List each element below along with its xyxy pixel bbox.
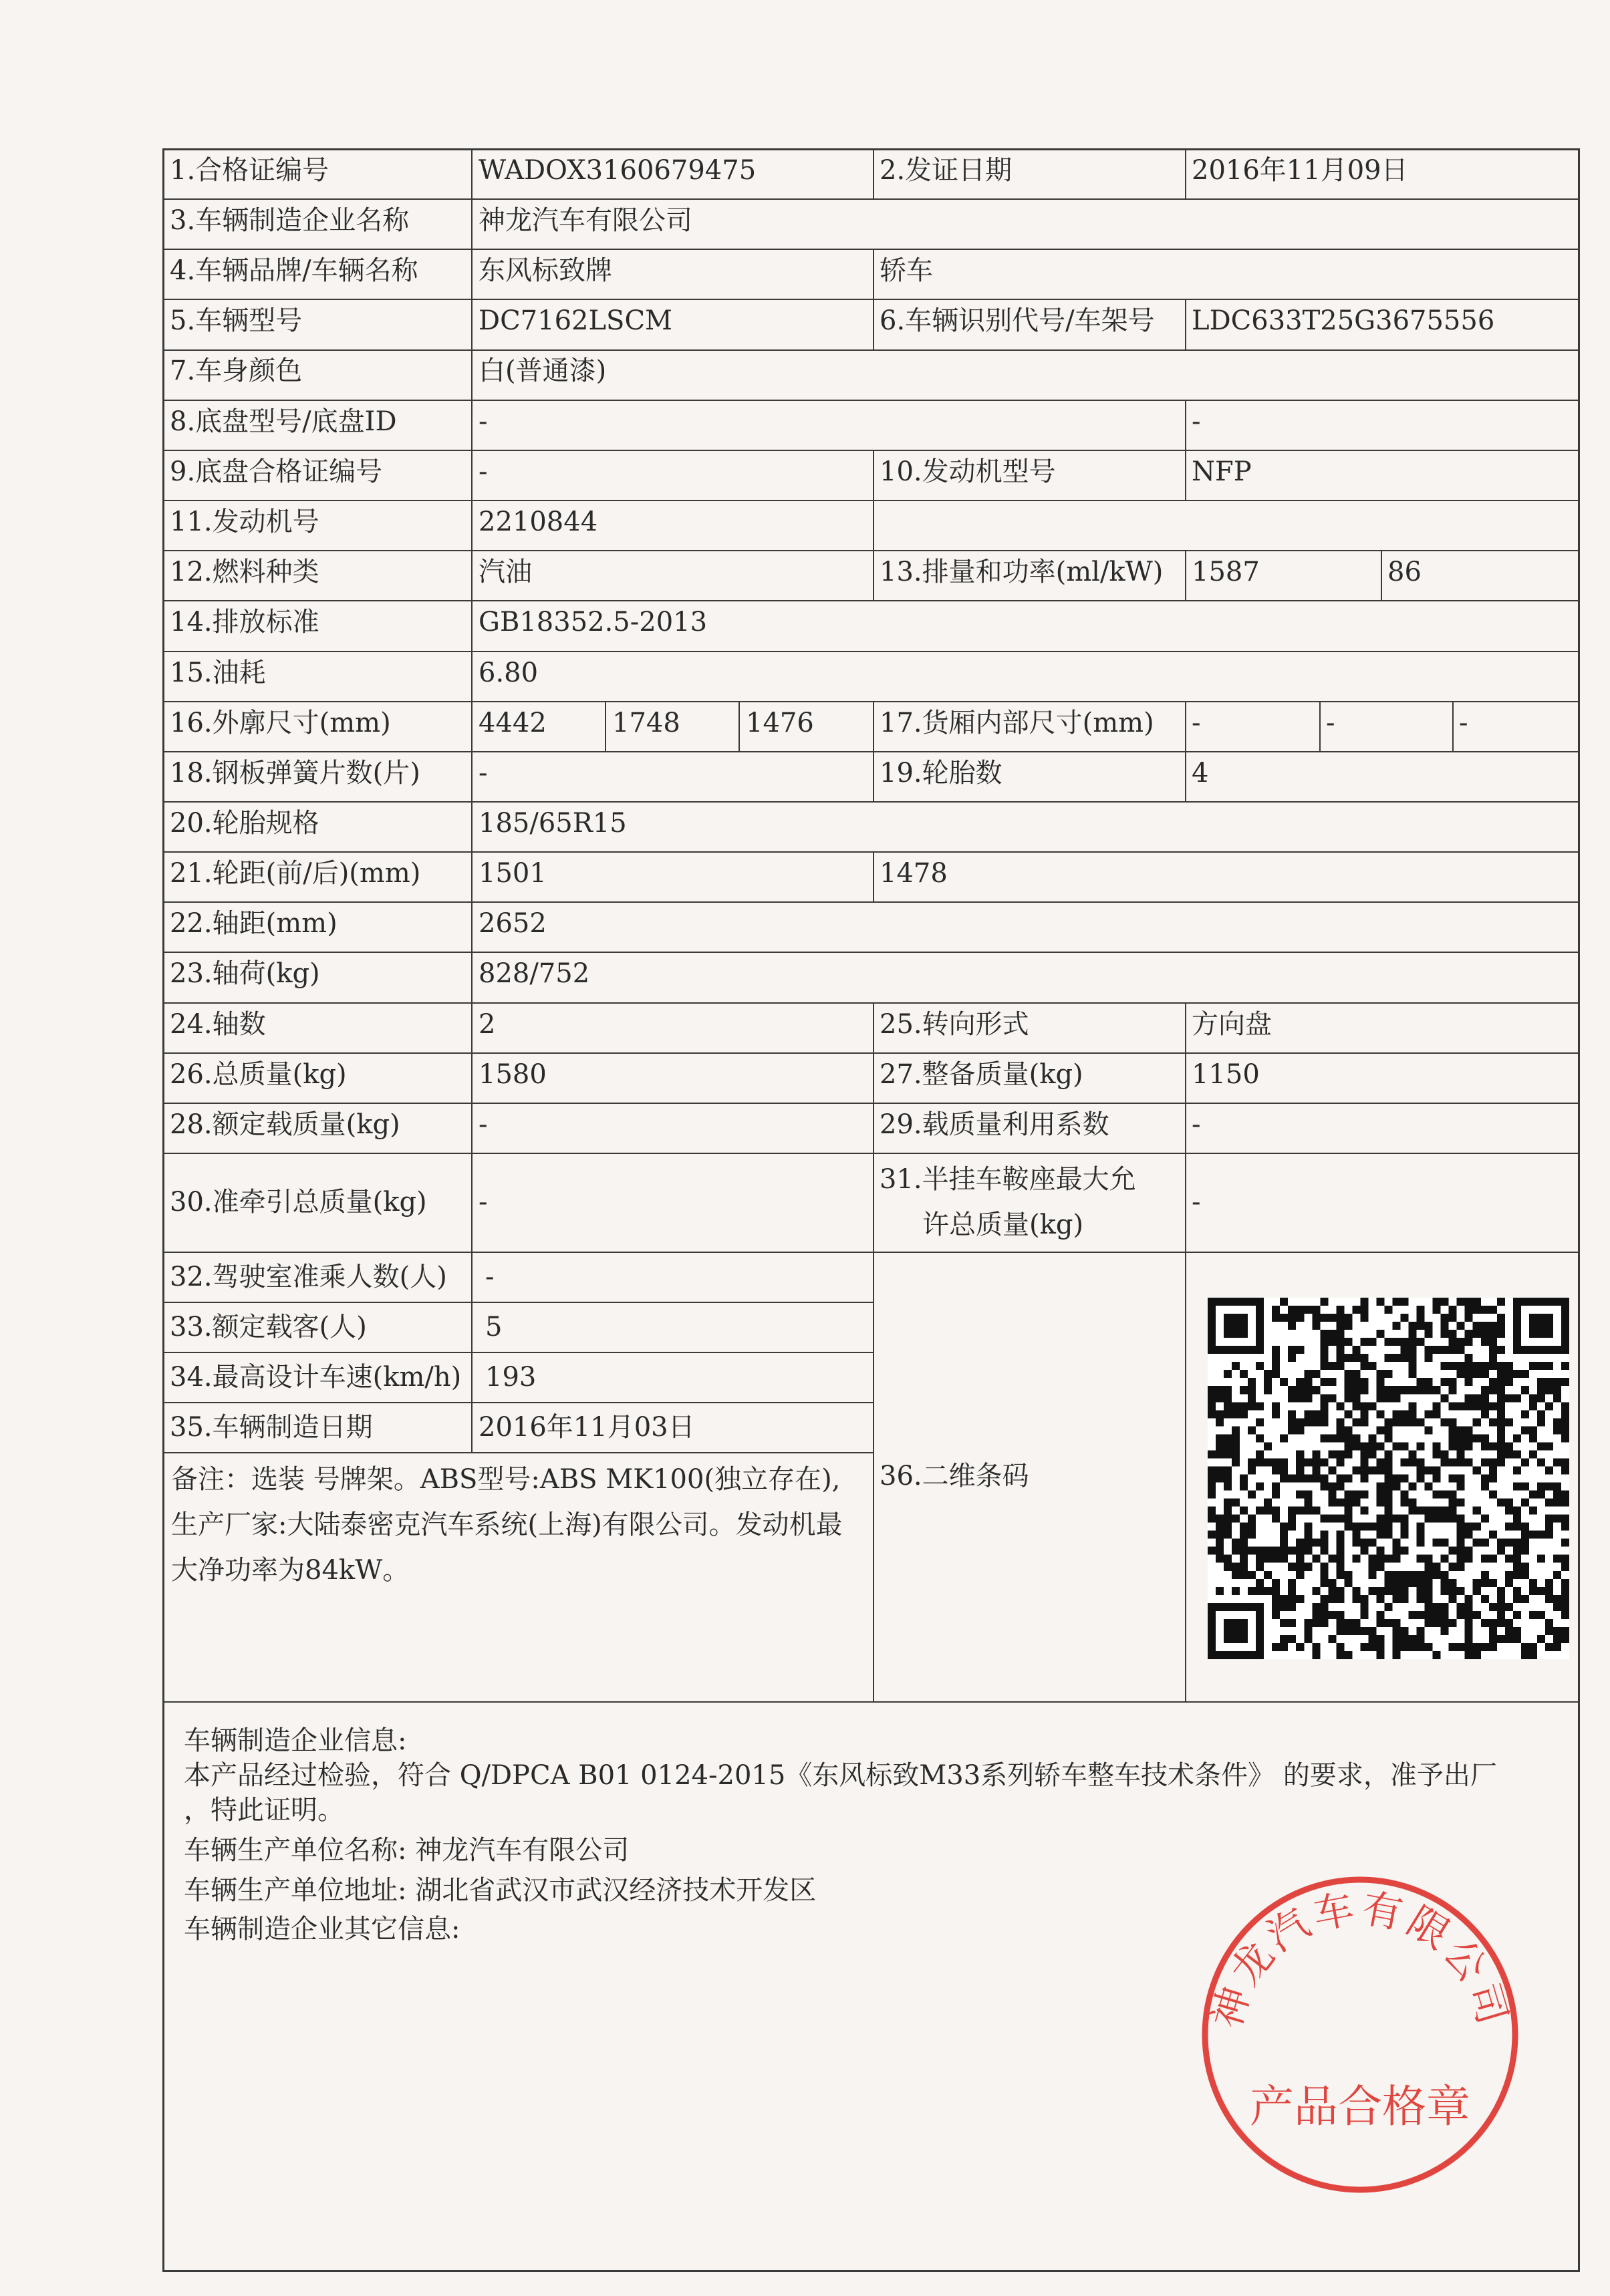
table-border-top <box>162 148 1580 150</box>
production-unit-name: 车辆生产单位名称: 神龙汽车有限公司 <box>184 1835 630 1866</box>
chassis-model: - <box>479 406 488 437</box>
row-line <box>162 651 1580 652</box>
height: 1476 <box>746 708 814 738</box>
row-line <box>162 400 1580 401</box>
field-25-label: 25.转向形式 <box>880 1009 1029 1040</box>
power: 86 <box>1387 557 1422 587</box>
row-line <box>162 701 1580 702</box>
curb-mass: 1150 <box>1192 1059 1260 1090</box>
vehicle-brand: 东风标致牌 <box>479 255 612 286</box>
manufacturer-info-heading: 车辆制造企业信息: <box>184 1725 407 1756</box>
table-border-left <box>162 148 164 2272</box>
steering-type: 方向盘 <box>1192 1009 1272 1040</box>
row-line <box>162 550 1580 551</box>
row-line <box>162 901 1580 903</box>
col-line-mid <box>873 701 874 802</box>
cargo-dim-a: - <box>1192 708 1201 738</box>
field-6-label: 6.车辆识别代号/车架号 <box>880 305 1155 336</box>
field-30-label: 30.准牵引总质量(kg) <box>170 1187 427 1217</box>
table-border-right <box>1578 148 1580 2272</box>
field-13-label: 13.排量和功率(ml/kW) <box>880 557 1164 587</box>
field-5-label: 5.车辆型号 <box>170 305 303 336</box>
field-16-label: 16.外廓尺寸(mm) <box>170 708 391 738</box>
row-line <box>162 1052 1580 1054</box>
field-18-label: 18.钢板弹簧片数(片) <box>170 758 420 788</box>
row-line <box>162 952 1580 953</box>
field-4-label: 4.车辆品牌/车辆名称 <box>170 255 418 286</box>
field-22-label: 22.轴距(mm) <box>170 908 338 939</box>
vin: LDC633T25G3675556 <box>1192 305 1495 336</box>
field-21-label: 21.轮距(前/后)(mm) <box>170 858 421 889</box>
cargo-dim-c: - <box>1459 708 1468 738</box>
wheelbase: 2652 <box>479 908 547 939</box>
row-line <box>162 801 1580 803</box>
col-line-mid <box>873 450 874 601</box>
field-36-label: 36.二维条码 <box>880 1461 1029 1491</box>
row-line <box>162 851 1580 853</box>
field-2-label: 2.发证日期 <box>880 155 1013 186</box>
col-line-mid <box>873 1002 874 1701</box>
row-line <box>162 1402 874 1403</box>
field-24-label: 24.轴数 <box>170 1009 266 1040</box>
field-28-label: 28.额定载质量(kg) <box>170 1109 400 1140</box>
production-unit-address: 车辆生产单位地址: 湖北省武汉市武汉经济技术开发区 <box>184 1875 817 1906</box>
chassis-id: - <box>1192 406 1201 437</box>
field-12-label: 12.燃料种类 <box>170 557 319 587</box>
row-line <box>162 1452 874 1453</box>
row-line <box>162 500 1580 501</box>
field-19-label: 19.轮胎数 <box>880 758 1002 788</box>
remarks: 备注：选装 号牌架。ABS型号:ABS MK100(独立存在),生产厂家:大陆泰密克汽车系统(上海)有限公司。发动机最大净功率为84kW。 <box>171 1464 843 1586</box>
chassis-certificate: - <box>479 456 488 487</box>
field-14-label: 14.排放标准 <box>170 607 319 637</box>
field-3-label: 3.车辆制造企业名称 <box>170 205 410 236</box>
col-line-box <box>1319 701 1321 752</box>
certificate-number: WADOX3160679475 <box>479 155 757 186</box>
cab-seats: - <box>485 1262 495 1292</box>
row-line <box>162 1153 1580 1154</box>
tire-count: 4 <box>1192 758 1209 788</box>
field-26-label: 26.总质量(kg) <box>170 1059 347 1090</box>
issue-date: 2016年11月09日 <box>1192 155 1408 186</box>
field-17-label: 17.货厢内部尺寸(mm) <box>880 708 1154 738</box>
col-line-mid <box>873 249 874 349</box>
col-line-right <box>1185 701 1186 802</box>
field-27-label: 27.整备质量(kg) <box>880 1059 1083 1090</box>
row-line <box>162 1701 1580 1703</box>
col-line-right <box>1185 1002 1186 1701</box>
col-line-right <box>1185 299 1186 349</box>
vehicle-name: 轿车 <box>880 255 933 286</box>
row-line <box>162 1302 874 1303</box>
row-line <box>162 349 1580 351</box>
leaf-springs: - <box>479 758 488 788</box>
field-35-label: 35.车辆制造日期 <box>170 1412 373 1443</box>
seal-company-text <box>1203 1885 1516 2033</box>
field-23-label: 23.轴荷(kg) <box>170 958 320 989</box>
track-rear: 1478 <box>880 858 948 889</box>
field-1-label: 1.合格证编号 <box>170 155 329 186</box>
row-line <box>162 1103 1580 1104</box>
engine-model: NFP <box>1192 456 1252 487</box>
company-seal <box>1196 1871 1524 2198</box>
length: 4442 <box>479 708 547 738</box>
saddle-mass: - <box>1192 1187 1201 1217</box>
axle-load: 828/752 <box>479 958 590 989</box>
col-line-mid <box>873 851 874 902</box>
seal-company: 神龙汽车有限公司 <box>1203 1884 1517 2033</box>
engine-number: 2210844 <box>479 507 598 537</box>
field-31-label-line1: 31.半挂车鞍座最大允 <box>880 1164 1136 1195</box>
col-line-dim <box>605 701 606 752</box>
other-info: 车辆制造企业其它信息: <box>184 1914 460 1945</box>
col-line-dim <box>739 701 740 752</box>
field-11-label: 11.发动机号 <box>170 507 319 537</box>
axle-count: 2 <box>479 1009 496 1040</box>
col-line-power <box>1381 550 1382 601</box>
track-front: 1501 <box>479 858 547 889</box>
max-speed: 193 <box>485 1362 537 1393</box>
width: 1748 <box>612 708 680 738</box>
col-line-right <box>1185 148 1186 198</box>
qr-code <box>1201 1298 1576 1659</box>
rated-load: - <box>479 1109 488 1140</box>
passenger-capacity: 5 <box>485 1312 503 1342</box>
traction-mass: - <box>479 1187 488 1217</box>
fuel-type: 汽油 <box>479 557 532 587</box>
col-line-box <box>1452 701 1454 752</box>
inspection-statement: 本产品经过检验，符合 Q/DPCA B01 0124-2015《东风标致M33系列轿车整车技术条件》 的要求，准予出厂 <box>184 1760 1497 1791</box>
gross-mass: 1580 <box>479 1059 547 1090</box>
certification-statement: ，特此证明。 <box>184 1795 344 1826</box>
emission-standard: GB18352.5-2013 <box>479 607 708 637</box>
tire-spec: 185/65R15 <box>479 808 627 839</box>
col-line-mid <box>873 148 874 198</box>
vehicle-model: DC7162LSCM <box>479 305 672 336</box>
row-line <box>162 1252 1580 1253</box>
row-line <box>162 249 1580 250</box>
col-line-label <box>471 148 473 1452</box>
field-15-label: 15.油耗 <box>170 658 266 688</box>
body-color: 白(普通漆) <box>479 355 607 386</box>
row-line <box>162 600 1580 601</box>
table-border-bottom <box>162 2270 1580 2272</box>
col-line-right <box>1185 400 1186 500</box>
field-29-label: 29.载质量利用系数 <box>880 1109 1109 1140</box>
seal-title: 产品合格章 <box>1250 2081 1470 2132</box>
field-33-label: 33.额定载客(人) <box>170 1312 367 1342</box>
field-10-label: 10.发动机型号 <box>880 456 1056 487</box>
row-line <box>162 198 1580 200</box>
row-line <box>162 450 1580 451</box>
field-31-label-line2: 许总质量(kg) <box>922 1209 1084 1240</box>
row-line <box>162 299 1580 300</box>
field-34-label: 34.最高设计车速(km/h) <box>170 1362 462 1393</box>
manufacturer-name: 神龙汽车有限公司 <box>479 205 692 236</box>
row-line <box>162 1352 874 1353</box>
displacement: 1587 <box>1192 557 1260 587</box>
row-line <box>162 1002 1580 1004</box>
load-utilization: - <box>1192 1109 1201 1140</box>
field-20-label: 20.轮胎规格 <box>170 808 319 839</box>
col-line-right <box>1185 550 1186 601</box>
cargo-dim-b: - <box>1326 708 1335 738</box>
field-32-label: 32.驾驶室准乘人数(人) <box>170 1262 447 1292</box>
row-line <box>162 751 1580 752</box>
field-9-label: 9.底盘合格证编号 <box>170 456 383 487</box>
fuel-consumption: 6.80 <box>479 658 539 688</box>
field-7-label: 7.车身颜色 <box>170 355 303 386</box>
manufacture-date: 2016年11月03日 <box>479 1412 695 1443</box>
field-8-label: 8.底盘型号/底盘ID <box>170 406 397 437</box>
